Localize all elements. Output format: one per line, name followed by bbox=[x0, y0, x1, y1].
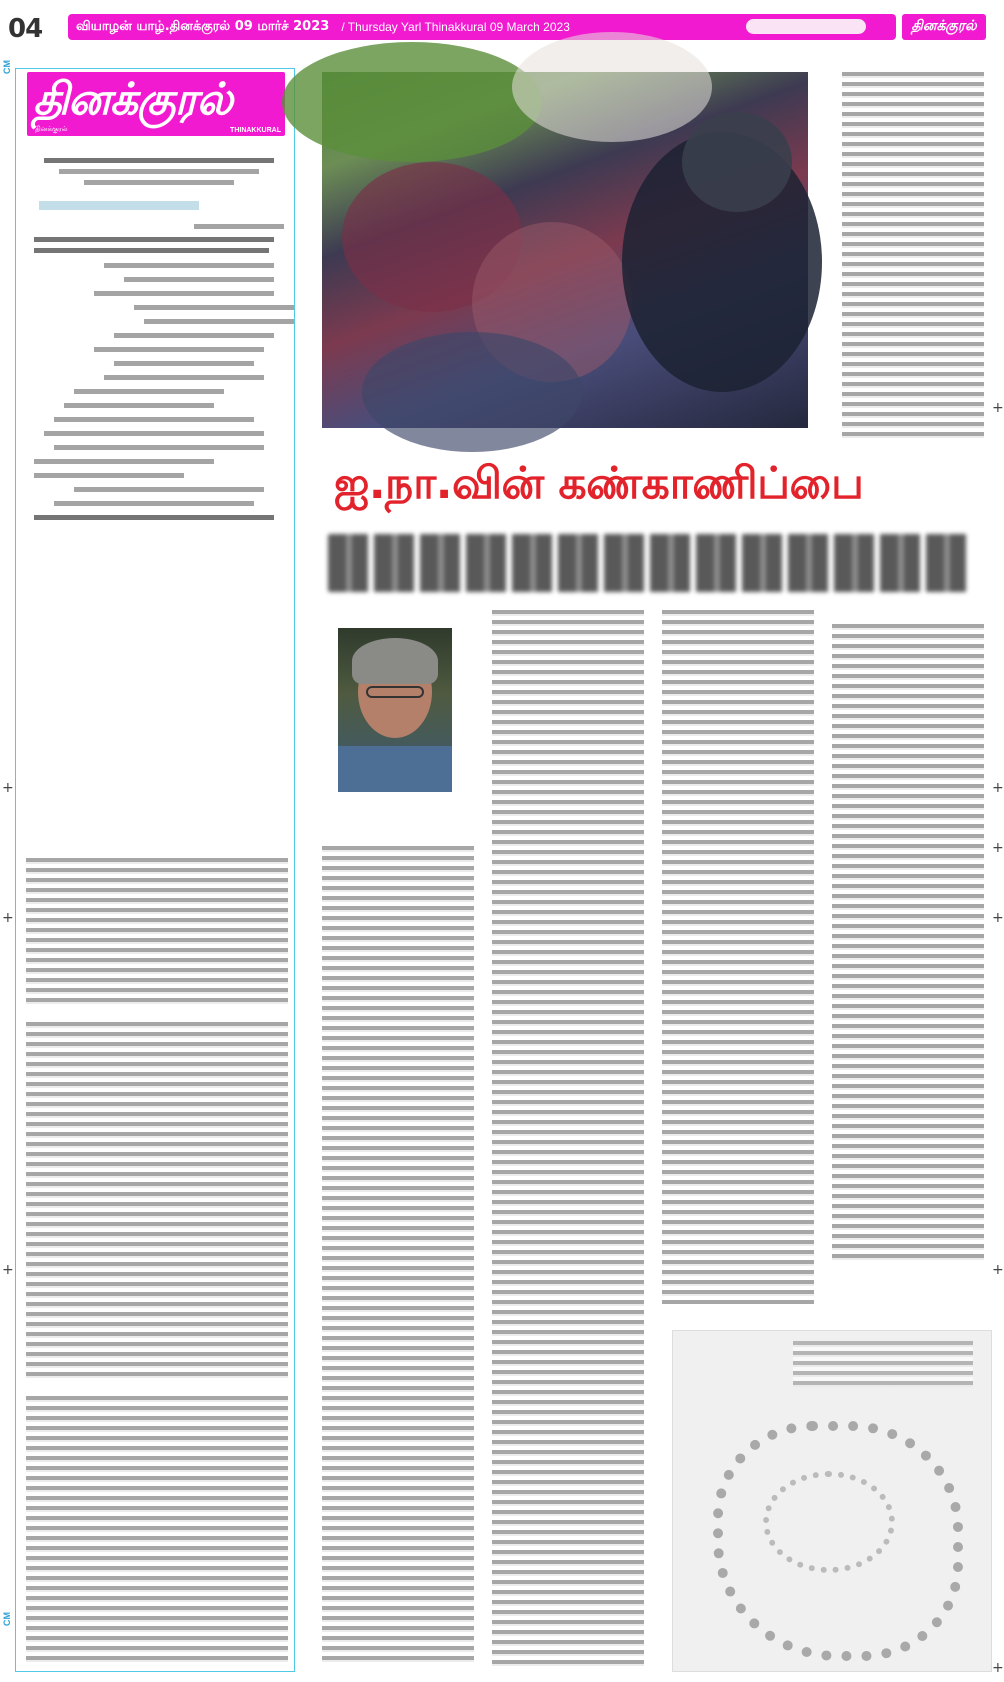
article-headline: ஐ.நா.வின் கண்காணிப்பை bbox=[334, 458, 864, 509]
imprint-block bbox=[34, 158, 284, 529]
article-subheadline-blurred bbox=[328, 534, 968, 592]
article-column-1 bbox=[322, 846, 474, 1666]
crop-mark: + bbox=[2, 1262, 14, 1278]
editorial-paragraph bbox=[26, 1022, 288, 1382]
crop-mark: + bbox=[992, 1660, 1004, 1676]
header-dateline-band bbox=[68, 14, 896, 40]
crop-mark: + bbox=[992, 910, 1004, 926]
article-column-2 bbox=[492, 610, 644, 1666]
editorial-paragraph bbox=[26, 1396, 288, 1666]
crop-mark: + bbox=[992, 1262, 1004, 1278]
cartoon-illustration bbox=[672, 1330, 992, 1672]
crop-mark: + bbox=[992, 840, 1004, 856]
header-pill-decoration bbox=[746, 19, 866, 34]
crop-mark: + bbox=[992, 400, 1004, 416]
article-column-3 bbox=[662, 610, 814, 1304]
registration-mark-top: CM bbox=[2, 60, 12, 74]
protest-photo bbox=[322, 72, 808, 428]
english-dateline: / Thursday Yarl Thinakkural 09 March 2023 bbox=[341, 20, 570, 34]
page-number: 04 bbox=[8, 14, 43, 44]
article-column-4 bbox=[832, 624, 984, 1264]
masthead-logo bbox=[27, 72, 285, 136]
masthead-title: தினக்குரல் bbox=[33, 74, 232, 125]
header-logo: தினக்குரல் bbox=[902, 14, 986, 40]
crop-mark: + bbox=[992, 780, 1004, 796]
masthead-subtitle-tamil: தினக்குரல் bbox=[35, 125, 68, 133]
crop-mark: + bbox=[2, 780, 14, 796]
masthead-subtitle-english: THINAKKURAL bbox=[230, 127, 281, 134]
crop-mark: + bbox=[2, 910, 14, 926]
sidebar-text-column bbox=[842, 72, 984, 442]
tamil-dateline: வியாழன் யாழ்.தினக்குரல் 09 மார்ச் 2023 bbox=[76, 19, 330, 34]
author-portrait-photo bbox=[338, 628, 452, 792]
registration-mark-bottom: CM bbox=[2, 1612, 12, 1626]
editorial-paragraph bbox=[26, 858, 288, 1008]
